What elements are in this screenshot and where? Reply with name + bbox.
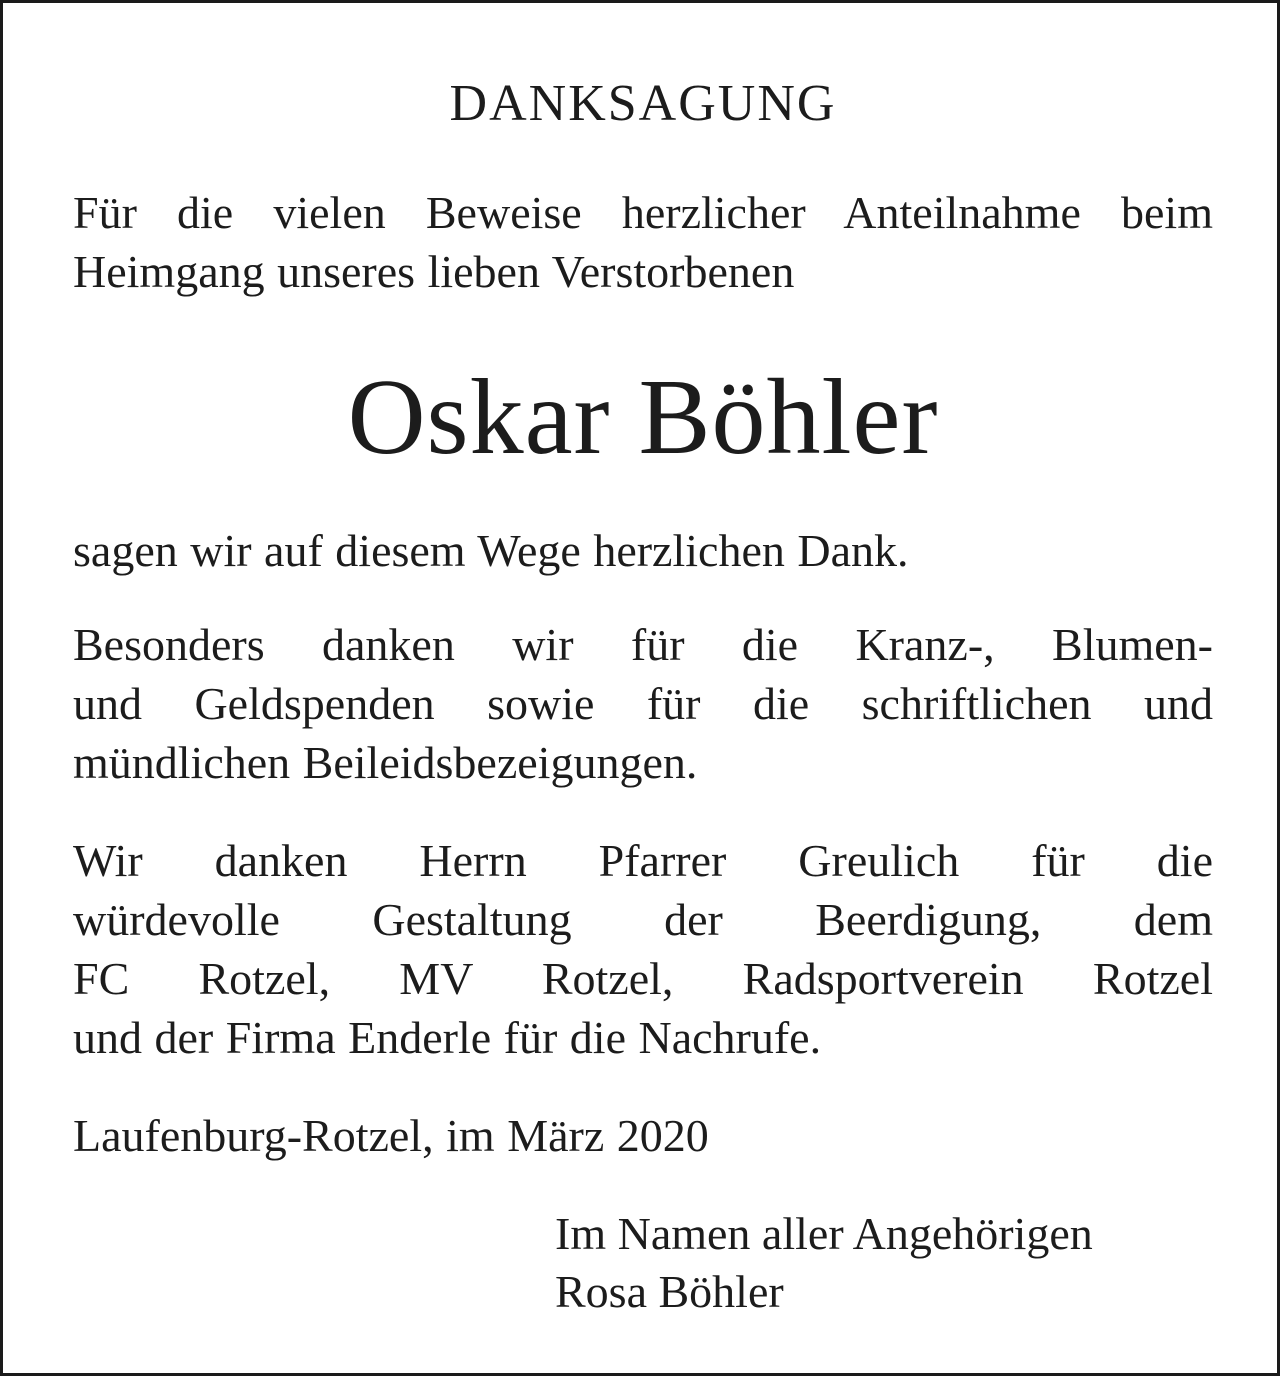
pastor-thanks-line: FC Rotzel, MV Rotzel, Radsportverein Rotzel	[73, 953, 1213, 1004]
pastor-thanks-line: würdevolle Gestaltung der Beerdigung, dem	[73, 894, 1213, 945]
thanks-line: sagen wir auf diesem Wege herzlichen Dank.	[73, 525, 909, 576]
place-date-paragraph	[73, 1106, 1213, 1165]
special-thanks-paragraph	[73, 615, 1213, 792]
intro-line: Für die vielen Beweise herzlicher Anteilnahme beim	[73, 187, 1213, 238]
special-thanks-line: und Geldspenden sowie für die schriftlichen und	[73, 678, 1213, 729]
thanks-paragraph	[73, 521, 1213, 580]
signature-line: Im Namen aller Angehörigen	[555, 1208, 1093, 1259]
special-thanks-line: Besonders danken wir für die Kranz-, Blumen-	[73, 619, 1213, 670]
signature-name: Rosa Böhler	[555, 1266, 784, 1317]
intro-paragraph	[73, 183, 1213, 301]
notice-heading: DANKSAGUNG	[449, 75, 837, 132]
signature-block	[555, 1205, 1215, 1321]
special-thanks-line: mündlichen Beileidsbezeigungen.	[73, 737, 698, 788]
deceased-name: Oskar Böhler	[347, 358, 939, 477]
pastor-thanks-line: und der Firma Enderle für die Nachrufe.	[73, 1012, 822, 1063]
pastor-thanks-paragraph	[73, 831, 1213, 1067]
place-date: Laufenburg-Rotzel, im März 2020	[73, 1110, 709, 1161]
pastor-thanks-line: Wir danken Herrn Pfarrer Greulich für die	[73, 835, 1213, 886]
intro-line: Heimgang unseres lieben Verstorbenen	[73, 246, 795, 297]
